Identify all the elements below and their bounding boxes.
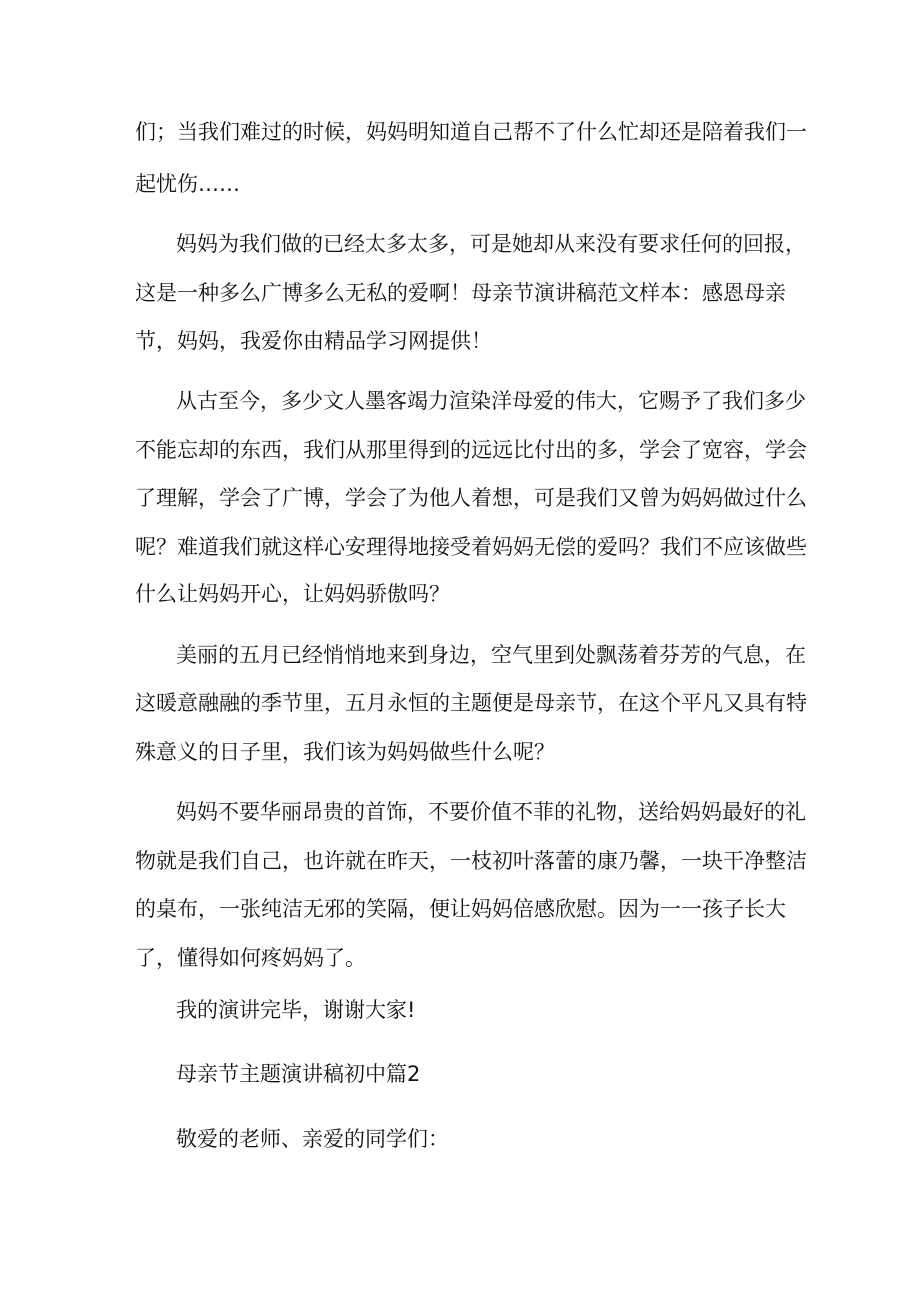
- text-line: 殊意义的日子里，我们该为妈妈做些什么呢？: [135, 740, 555, 764]
- text-line: 什么让妈妈开心，让妈妈骄傲吗？: [135, 582, 450, 606]
- text-line: 节，妈妈，我爱你由精品学习网提供！: [135, 329, 492, 353]
- text-line: 了理解，学会了广博，学会了为他人着想，可是我们又曾为妈妈做过什么: [135, 486, 807, 510]
- text-line: 起忧伤……: [135, 172, 240, 196]
- text-line: 妈妈不要华丽昂贵的首饰，不要价值不菲的礼物，送给妈妈最好的礼: [176, 800, 806, 824]
- text-line: 们；当我们难过的时候，妈妈明知道自己帮不了什么忙却还是陪着我们一: [135, 120, 807, 144]
- text-line: 妈妈为我们做的已经太多太多，可是她却从来没有要求任何的回报，: [176, 232, 806, 256]
- text-line: 的桌布，一张纯洁无邪的笑隔，便让妈妈倍感欣慰。因为一一孩子长大: [135, 897, 786, 921]
- text-line: 这是一种多么广博多么无私的爱啊！母亲节演讲稿范文样本：感恩母亲: [135, 281, 786, 305]
- salutation: 敬爱的老师、亲爱的同学们：: [176, 1127, 449, 1151]
- text-line: 呢？难道我们就这样心安理得地接受着妈妈无偿的爱吗？我们不应该做些: [135, 535, 807, 559]
- text-line: 我的演讲完毕，谢谢大家!: [176, 998, 416, 1022]
- text-line: 物就是我们自己，也许就在昨天，一枝初叶落蕾的康乃馨，一块干净整洁: [135, 849, 807, 873]
- text-line: 从古至今，多少文人墨客竭力渲染洋母爱的伟大，它赐予了我们多少: [176, 389, 806, 413]
- section-heading: 母亲节主题演讲稿初中篇2: [176, 1062, 421, 1086]
- text-line: 不能忘却的东西，我们从那里得到的远远比付出的多，学会了宽容，学会: [135, 438, 807, 462]
- text-line: 美丽的五月已经悄悄地来到身边，空气里到处飘荡着芬芳的气息，在: [176, 643, 806, 667]
- text-line: 了，懂得如何疼妈妈了。: [135, 946, 366, 970]
- text-line: 这暖意融融的季节里，五月永恒的主题便是母亲节，在这个平凡又具有特: [135, 691, 807, 715]
